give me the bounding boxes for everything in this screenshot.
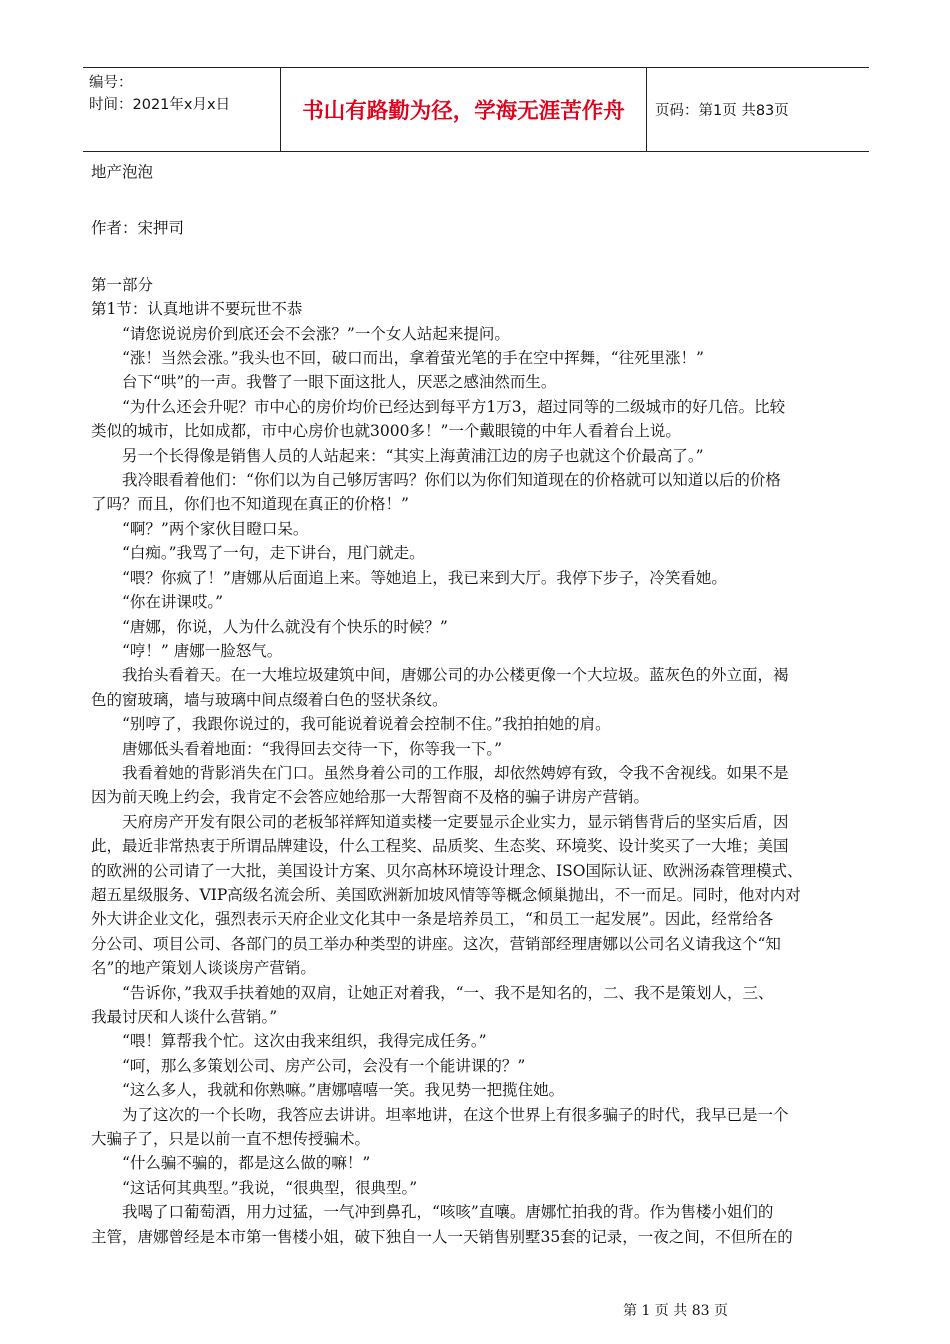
document-author: 作者：宋押司	[91, 219, 185, 238]
text-line: 我看着她的背影消失在门口。虽然身着公司的工作服，却依然娉婷有致，令我不舍视线。如果不是	[122, 763, 789, 782]
text-line: “这话何其典型。”我说，“很典型，很典型。”	[122, 1178, 418, 1197]
text-line: “告诉你，”我双手扶着她的双肩，让她正对着我，“一、我不是知名的，二、我不是策划人，三、	[122, 983, 774, 1002]
text-line: 分公司、项目公司、各部门的员工举办种类型的讲座。这次，营销部经理唐娜以公司名义请我这个“知	[91, 934, 781, 953]
header-meta	[83, 68, 281, 151]
text-line: “哼！” 唐娜一脸怒气。	[122, 641, 283, 660]
text-line: 名”的地产策划人谈谈房产营销。	[91, 959, 316, 978]
text-line: 此，最近非常热衷于所谓品牌建设，什么工程奖、品质奖、生态奖、环境奖、设计奖买了一大堆；美国	[91, 837, 789, 856]
text-line: 外大讲企业文化，强烈表示天府企业文化其中一条是培养员工，“和员工一起发展”。因此，经常给各	[91, 910, 774, 929]
text-line: 为了这次的一个长吻，我答应去讲讲。坦率地讲，在这个世界上有很多骗子的时代，我早已是一个	[122, 1105, 789, 1124]
text-line: “啊？”两个家伙目瞪口呆。	[122, 519, 309, 538]
text-line: “你在讲课哎。”	[122, 593, 224, 612]
text-line: 唐娜低头看着地面：“我得回去交待一下，你等我一下。”	[122, 739, 503, 758]
part-heading: 第一部分	[91, 275, 154, 294]
text-line: “呵，那么多策划公司、房产公司，会没有一个能讲课的？”	[122, 1056, 526, 1075]
text-line: “喂！算帮我个忙。这次由我来组织，我得完成任务。”	[122, 1032, 487, 1051]
text-line: “白痴。”我骂了一句，走下讲台，甩门就走。	[122, 544, 425, 563]
text-line: “这么多人，我就和你熟嘛。”唐娜嘻嘻一笑。我见势一把揽住她。	[122, 1081, 565, 1100]
text-line: “请您说说房价到底还会不会涨？”一个女人站起来提问。	[122, 324, 510, 343]
section-heading: 第1节：认真地讲不要玩世不恭	[91, 300, 303, 319]
document-title: 地产泡泡	[91, 163, 154, 181]
header-motto: 书山有路勤为径，学海无涯苦作舟	[281, 68, 647, 151]
text-line: “喂？你疯了！”唐娜从后面追上来。等她追上，我已来到大厅。我停下步子，冷笑看她。	[122, 568, 727, 587]
text-line: 类似的城市，比如成都，市中心房价也就3000多！”一个戴眼镜的中年人看着台上说。	[91, 422, 681, 441]
text-line: 台下“哄”的一声。我瞥了一眼下面这批人，厌恶之感油然而生。	[122, 373, 557, 392]
text-line: 天府房产开发有限公司的老板邹祥辉知道卖楼一定要显示企业实力，显示销售背后的坚实后盾，因	[122, 812, 789, 831]
text-line: “别哼了，我跟你说过的，我可能说着说着会控制不住。”我拍拍她的肩。	[122, 715, 611, 734]
text-line: 另一个长得像是销售人员的人站起来：“其实上海黄浦江边的房子也就这个价最高了。”	[122, 446, 704, 465]
page-header	[83, 67, 869, 152]
text-line: 我冷眼看着他们：“你们以为自己够厉害吗？你们以为你们知道现在的价格就可以知道以后的价格	[122, 471, 781, 490]
text-line: 了吗？而且，你们也不知道现在真正的价格！”	[91, 495, 409, 514]
time-label: 时间：2021年x月x日	[89, 97, 231, 113]
text-line: 的欧洲的公司请了一大批，美国设计方案、贝尔高林环境设计理念、ISO国际认证、欧洲汤森管理模式、	[91, 861, 803, 880]
text-line: 因为前天晚上约会，我肯定不会答应她给那一大帮智商不及格的骗子讲房产营销。	[91, 788, 650, 807]
text-line: 我喝了口葡萄酒，用力过猛，一气冲到鼻孔，“咳咳”直嚷。唐娜忙拍我的背。作为售楼小姐们的	[122, 1203, 774, 1222]
text-line: 大骗子了，只是以前一直不想传授骗术。	[91, 1130, 371, 1149]
page-footer: 第 1 页 共 83 页	[623, 1303, 728, 1319]
number-label: 编号：	[89, 75, 133, 91]
text-line: “唐娜，你说，人为什么就没有个快乐的时候？”	[122, 617, 448, 636]
text-line: 我抬头看着天。在一大堆垃圾建筑中间，唐娜公司的办公楼更像一个大垃圾。蓝灰色的外立面，褐	[122, 666, 789, 685]
header-page-info: 页码：第1页 共83页	[655, 103, 789, 119]
text-line: “涨！当然会涨。”我头也不回，破口而出，拿着萤光笔的手在空中挥舞，“往死里涨！”	[122, 349, 704, 368]
text-line: 我最讨厌和人谈什么营销。”	[91, 1008, 278, 1026]
text-line: 色的窗玻璃，墙与玻璃中间点缀着白色的竖状条纹。	[91, 690, 448, 709]
text-line: “什么骗不骗的，都是这么做的嘛！”	[122, 1154, 371, 1173]
text-line: 主管，唐娜曾经是本市第一售楼小姐，破下独自一人一天销售别墅35套的记录，一夜之间，不但所在的	[91, 1227, 793, 1246]
text-line: 超五星级服务、VIP高级名流会所、美国欧洲新加坡风情等等概念倾巢抛出，不一而足。同时，他对内对	[91, 885, 801, 904]
text-line: “为什么还会升呢？市中心的房价均价已经达到每平方1万3，超过同等的二级城市的好几倍。比较	[122, 397, 786, 416]
document-body	[91, 160, 871, 1249]
